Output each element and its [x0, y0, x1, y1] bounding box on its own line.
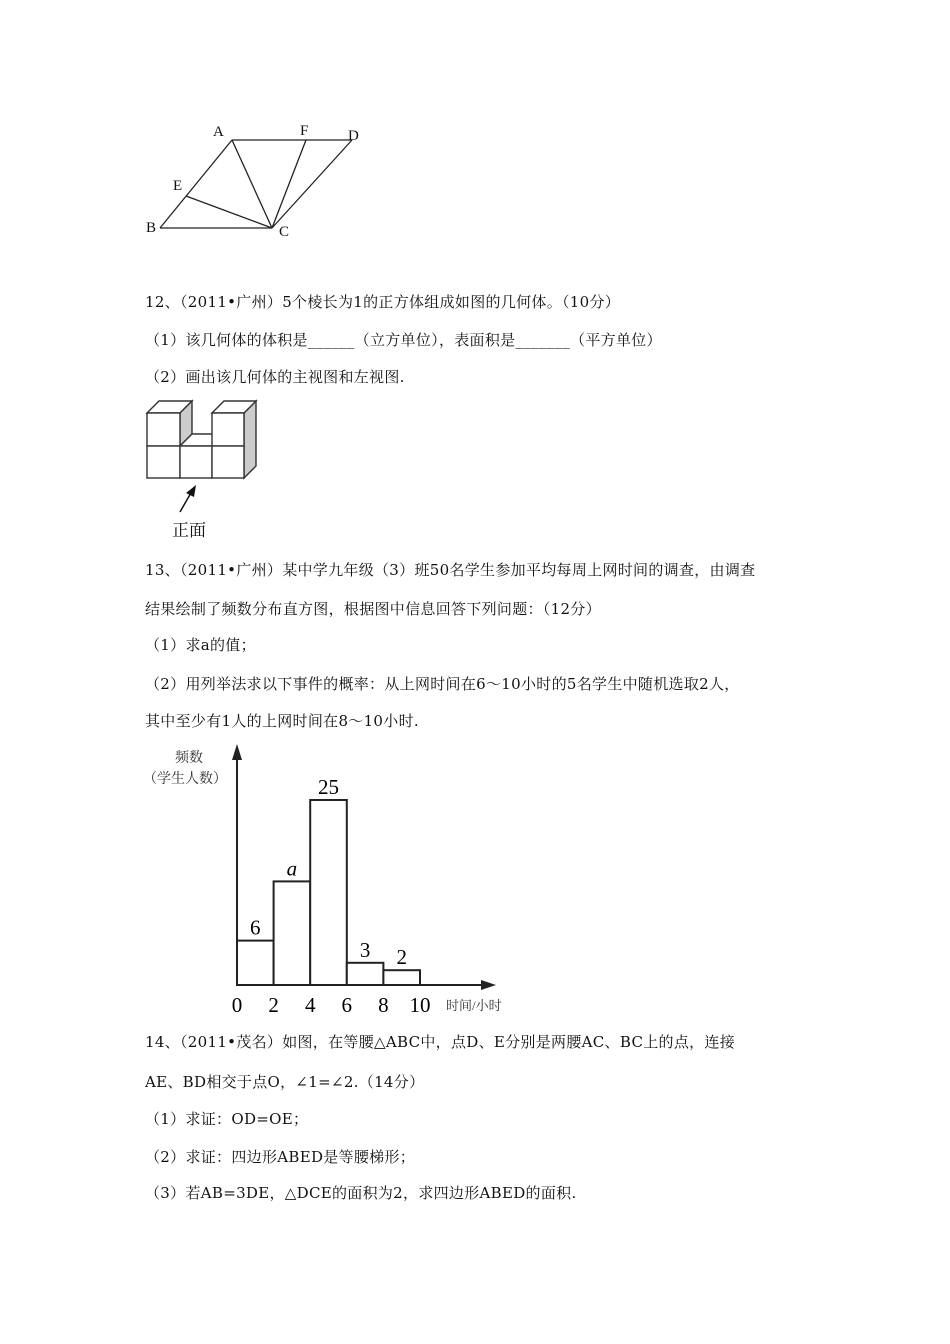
- x-tick-label: 0: [231, 993, 243, 1017]
- bar-data-label: 25: [318, 775, 339, 799]
- x-tick-label: 4: [304, 993, 316, 1017]
- label-c: C: [279, 224, 290, 240]
- label-d: D: [348, 128, 359, 144]
- histogram-bar: [383, 970, 420, 985]
- q14-part1: （1）求证：OD=OE；: [145, 1110, 309, 1128]
- q14-line1: 14、（2011•茂名）如图，在等腰△ABC中，点D、E分别是两腰AC、BC上的点，连接: [145, 1033, 736, 1051]
- y-label-line1: 频数: [175, 751, 203, 766]
- bar-data-label: 2: [396, 945, 407, 970]
- q13-part2: （2）用列举法求以下事件的概率：从上网时间在6～10小时的5名学生中随机选取2人，: [145, 675, 740, 693]
- histogram-bar: [310, 800, 347, 985]
- histogram-bar: [347, 963, 384, 985]
- label-a: A: [213, 124, 224, 140]
- x-label: 时间/小时: [446, 998, 502, 1013]
- bar-data-label: a: [286, 856, 298, 881]
- label-f: F: [300, 123, 309, 139]
- q12-title: 12、（2011•广州）5个棱长为1的正方体组成如图的几何体。（10分）: [145, 293, 621, 311]
- y-label-line2: （学生人数）: [143, 772, 227, 787]
- q14-part2: （2）求证：四边形ABED是等腰梯形；: [145, 1148, 416, 1166]
- front-label: 正面: [172, 521, 206, 541]
- q13-part2b: 其中至少有1人的上网时间在8～10小时.: [145, 712, 419, 730]
- bar-data-label: 3: [359, 937, 371, 962]
- bar-data-label: 6: [250, 915, 261, 940]
- x-tick-label: 6: [341, 993, 353, 1017]
- q13-line2: 结果绘制了频数分布直方图，根据图中信息回答下列问题：（12分）: [145, 600, 601, 618]
- histogram-bar: [237, 941, 274, 985]
- x-tick-label: 8: [378, 993, 389, 1017]
- x-axis-arrow-icon: [481, 980, 496, 990]
- q14-line2: AE、BD相交于点O，∠1=∠2.（14分）: [145, 1073, 425, 1091]
- q13-part1: （1）求a的值；: [145, 636, 256, 654]
- q12-part1: （1）该几何体的体积是______（立方单位），表面积是_______（平方单位）: [145, 331, 662, 349]
- q13-line1: 13、（2011•广州）某中学九年级（3）班50名学生参加平均每周上网时间的调查，由调查: [145, 561, 756, 579]
- x-tick-label: 2: [268, 993, 279, 1017]
- q14-part3: （3）若AB=3DE，△DCE的面积为2，求四边形ABED的面积.: [145, 1184, 577, 1202]
- label-e: E: [173, 178, 183, 194]
- q12-part2: （2）画出该几何体的主视图和左视图.: [145, 368, 405, 386]
- x-tick-label: 10: [409, 993, 431, 1017]
- label-b: B: [146, 220, 157, 236]
- y-axis-arrow-icon: [232, 744, 242, 760]
- histogram-bar: [274, 881, 311, 985]
